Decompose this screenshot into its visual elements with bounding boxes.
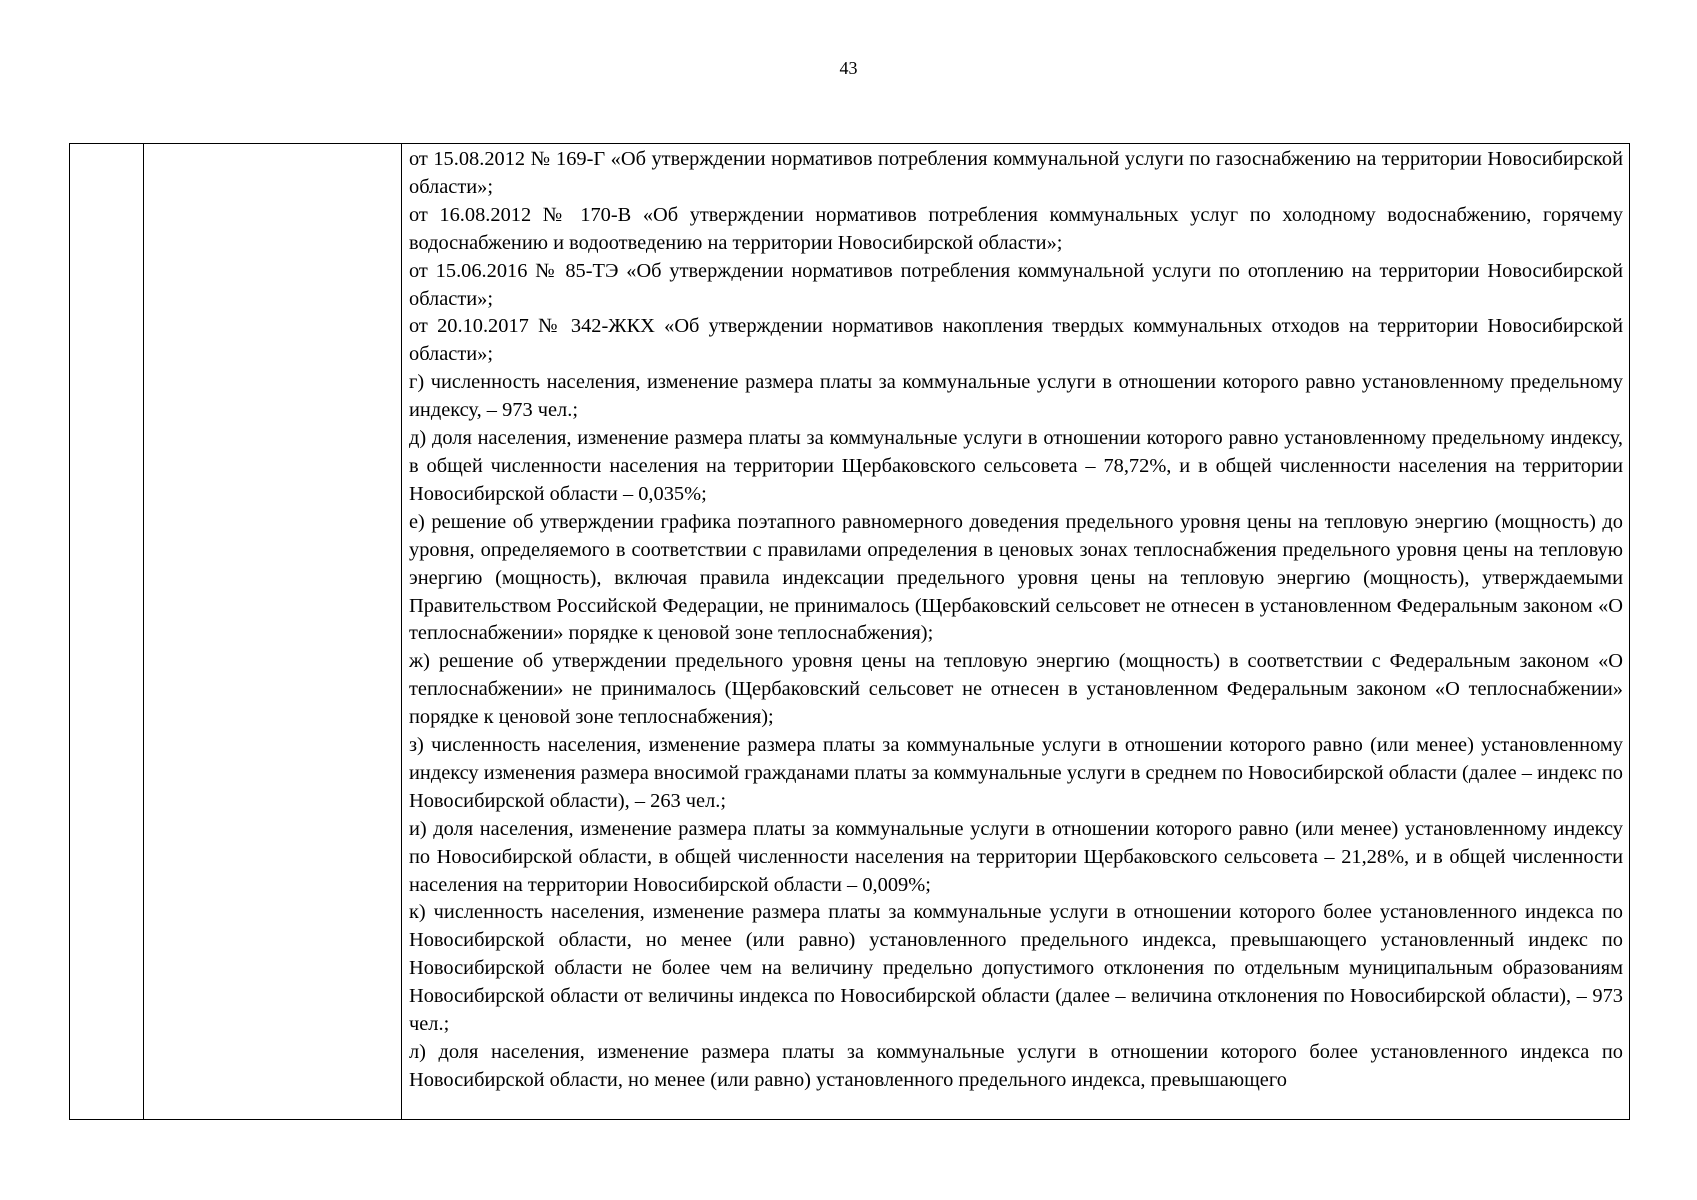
table-row bbox=[70, 144, 1630, 1120]
document-table bbox=[69, 143, 1630, 1120]
paragraph-item-d: д) доля населения, изменение размера платы за коммунальные услуги в отношении которого равно установленному предельному индексу, в общей численности населения на территории Щербаковского сельсовета – 78,72%, и в общей численности населения на территории Новосибирской области – 0,035%; bbox=[409, 427, 1623, 505]
paragraph-item-k: к) численность населения, изменение размера платы за коммунальные услуги в отношении которого более установленного индекса по Новосибирской области, но менее (или равно) установленного предельного индекса, превышающего установленный индекс по Новосибирской области не более чем на величину предельно допустимого отклонения по отдельным муниципальным образованиям Новосибирской области от величины индекса по Новосибирской области (далее – величина отклонения по Новосибирской области), – 973 чел.; bbox=[409, 901, 1623, 1036]
page-number: 43 bbox=[839, 58, 858, 78]
paragraph-item-i: и) доля населения, изменение размера платы за коммунальные услуги в отношении которого равно (или менее) установленному индексу по Новосибирской области, в общей численности населения на территории Щербаковского сельсовета – 21,28%, и в общей численности населения на территории Новосибирской области – 0,009%; bbox=[409, 817, 1623, 896]
name-cell bbox=[144, 144, 402, 1120]
paragraph-item-e: е) решение об утверждении графика поэтапного равномерного доведения предельного уровня цены на тепловую энергию (мощность) до уровня, определяемого в соответствии с правилами определения в ценовых зонах теплоснабжения предельного уровня цены на тепловую энергию (мощность), включая правила индексации предельного уровня цены на тепловую энергию (мощность), утверждаемыми Правительством Российской Федерации, не принималось (Щербаковский сельсовет не отнесен в установленном Федеральным законом «О теплоснабжении» порядке к ценовой зоне теплоснабжения); bbox=[409, 510, 1623, 645]
paragraph-law-170: от 16.08.2012 № 170-В «Об утверждении нормативов потребления коммунальных услуг по холодному водоснабжению, горячему водоснабжению и водоотведению на территории Новосибирской области»; bbox=[409, 203, 1623, 254]
paragraph-law-169: от 15.08.2012 № 169-Г «Об утверждении нормативов потребления коммунальной услуги по газоснабжению на территории Новосибирской области»; bbox=[409, 148, 1623, 198]
paragraph-law-85: от 15.06.2016 № 85-ТЭ «Об утверждении нормативов потребления коммунальной услуги по отоплению на территории Новосибирской области»; bbox=[409, 259, 1623, 310]
paragraph-item-l: л) доля населения, изменение размера платы за коммунальные услуги в отношении которого более установленного индекса по Новосибирской области, но менее (или равно) установленного предельного индекса, превышающего bbox=[409, 1041, 1623, 1091]
paragraph-law-342: от 20.10.2017 № 342-ЖКХ «Об утверждении нормативов накопления твердых коммунальных отходов на территории Новосибирской области»; bbox=[409, 315, 1623, 366]
paragraph-item-z: з) численность населения, изменение размера платы за коммунальные услуги в отношении которого равно (или менее) установленному индексу изменения размера вносимой гражданами платы за коммунальные услуги в среднем по Новосибирской области (далее – индекс по Новосибирской области), – 263 чел.; bbox=[409, 734, 1624, 812]
paragraph-item-zh: ж) решение об утверждении предельного уровня цены на тепловую энергию (мощность) в соответствии с Федеральным законом «О теплоснабжении» не принималось (Щербаковский сельсовет не отнесен в установленном Федеральным законом «О теплоснабжении» порядке к ценовой зоне теплоснабжения); bbox=[409, 650, 1623, 729]
paragraph-item-g: г) численность населения, изменение размера платы за коммунальные услуги в отношении которого равно установленному предельному индексу, – 973 чел.; bbox=[409, 371, 1623, 422]
number-cell bbox=[70, 144, 144, 1120]
content-cell bbox=[402, 144, 1630, 1120]
